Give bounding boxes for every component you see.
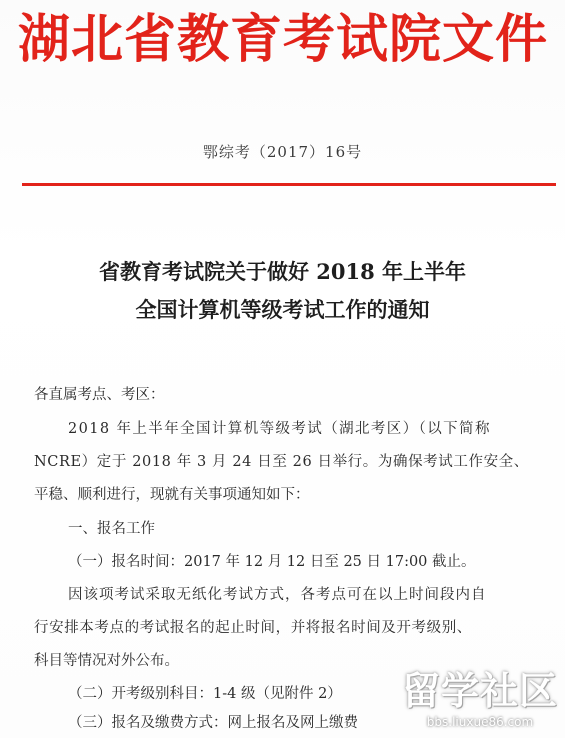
red-divider-line <box>22 183 556 186</box>
salutation: 各直属考点、考区： <box>34 387 165 403</box>
watermark-url: bbs.liuxue86.com <box>426 715 534 729</box>
issuer-header-title: 湖北省教育考试院文件 <box>17 10 548 70</box>
site-watermark <box>395 668 565 734</box>
paperless-para-line-2: 行安排本考点的考试报名的起止时间，并将报名时间及开考级别、 <box>34 620 472 636</box>
intro-line-1: 2018 年上半年全国计算机等级考试（湖北考区）（以下简称 <box>68 421 491 437</box>
notice-title-line-2: 全国计算机等级考试工作的通知 <box>135 297 430 322</box>
payment-method-item: （三）报名及缴费方式：网上报名及网上缴费 <box>68 715 358 731</box>
paperless-para-line-1: 因该项考试采取无纸化考试方式，各考点可在以上时间段内自 <box>68 587 487 603</box>
paperless-para-line-3: 科目等情况对外公布。 <box>34 653 179 669</box>
exam-levels-item: （二）开考级别科目：1-4 级（见附件 2） <box>68 686 342 702</box>
intro-line-3: 平稳、顺利进行，现就有关事项通知如下： <box>34 487 310 503</box>
intro-line-2: NCRE）定于 2018 年 3 月 24 日至 26 日举行。为确保考试工作安全、 <box>34 454 529 470</box>
section-heading-registration: 一、报名工作 <box>68 521 155 537</box>
registration-time-item: （一）报名时间：2017 年 12 月 12 日至 25 日 17:00 截止。 <box>68 554 476 570</box>
notice-title-line-1: 省教育考试院关于做好 2018 年上半年 <box>98 259 467 284</box>
watermark-logo-text: 留学社区 <box>401 669 558 713</box>
document-number: 鄂综考（2017）16号 <box>202 143 363 161</box>
